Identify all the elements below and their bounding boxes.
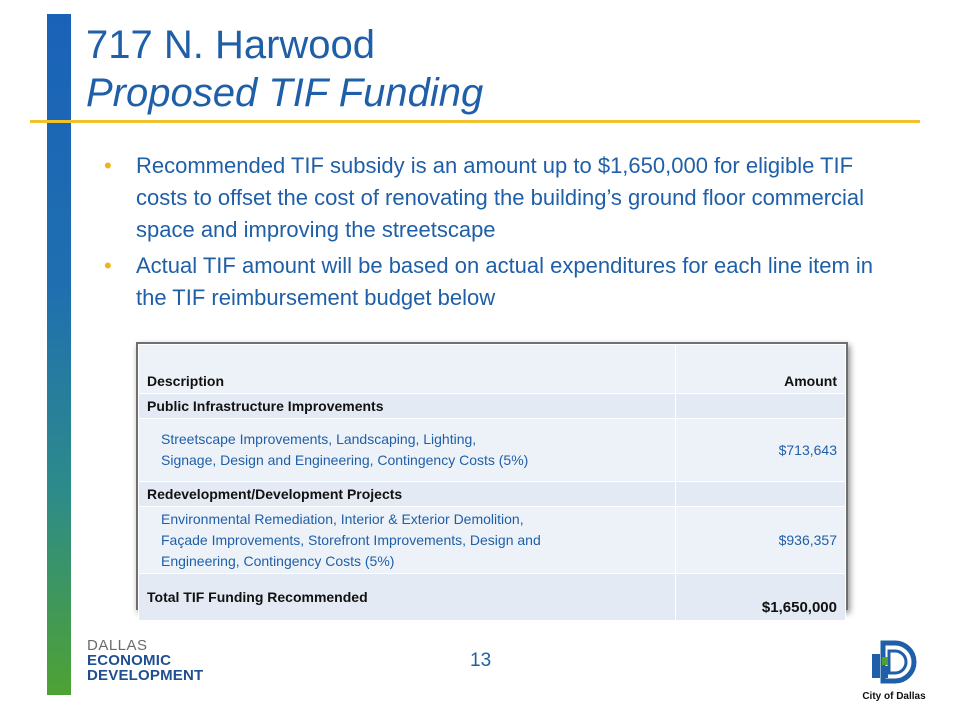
dallas-economic-development-logo xyxy=(87,638,227,683)
line-item-text: Engineering, Contingency Costs (5%) xyxy=(161,552,395,569)
bullet-list xyxy=(104,150,874,318)
section-amount-empty xyxy=(676,482,846,507)
bullet-dot-icon: • xyxy=(104,153,112,178)
line-item-text: Streetscape Improvements, Landscaping, Lighting, xyxy=(161,431,477,447)
total-row xyxy=(139,574,846,621)
slide-title: 717 N. Harwood xyxy=(86,23,376,67)
city-of-dallas-logo-icon xyxy=(869,640,919,684)
line-item-text: Environmental Remediation, Interior & Exterior Demolition, xyxy=(161,510,524,527)
line-item-text: Façade Improvements, Storefront Improvements, Design and xyxy=(161,531,541,548)
table-row xyxy=(139,419,846,482)
logo-line: DALLAS xyxy=(87,637,148,654)
line-item-text: Signage, Design and Engineering, Contingency Costs (5%) xyxy=(161,452,529,468)
line-item-amount: $936,357 xyxy=(676,507,846,574)
table-row xyxy=(139,507,846,574)
bullet-dot-icon: • xyxy=(104,253,112,278)
total-label: Total TIF Funding Recommended xyxy=(139,574,676,621)
line-item-description xyxy=(139,419,676,482)
header-description: Description xyxy=(139,345,676,394)
total-amount: $1,650,000 xyxy=(676,574,846,621)
logo-line: ECONOMIC xyxy=(87,652,172,669)
city-logo-caption: City of Dallas xyxy=(862,691,926,702)
section-row xyxy=(139,482,846,507)
city-of-dallas-logo xyxy=(856,640,932,702)
tif-budget-table xyxy=(136,342,848,616)
line-item-description xyxy=(139,507,676,574)
bullet-item xyxy=(104,250,874,314)
logo-line: DEVELOPMENT xyxy=(87,667,204,684)
page-number: 13 xyxy=(470,650,492,671)
slide-subtitle: Proposed TIF Funding xyxy=(86,71,484,115)
bullet-item xyxy=(104,150,874,246)
section-row xyxy=(139,394,846,419)
bullet-text: Recommended TIF subsidy is an amount up to $1,650,000 for eligible TIF costs to offset the cost of renovating the building’s ground floor commercial space and improving the streetscape xyxy=(136,153,865,242)
section-amount-empty xyxy=(676,394,846,419)
table-header-row xyxy=(139,345,846,394)
line-item-amount: $713,643 xyxy=(676,419,846,482)
title-divider xyxy=(30,120,920,123)
section-title: Redevelopment/Development Projects xyxy=(139,482,676,507)
bullet-text: Actual TIF amount will be based on actual expenditures for each line item in the TIF reimbursement budget below xyxy=(136,253,873,310)
side-accent-bar xyxy=(47,14,71,695)
header-amount: Amount xyxy=(676,345,846,394)
section-title: Public Infrastructure Improvements xyxy=(139,394,676,419)
